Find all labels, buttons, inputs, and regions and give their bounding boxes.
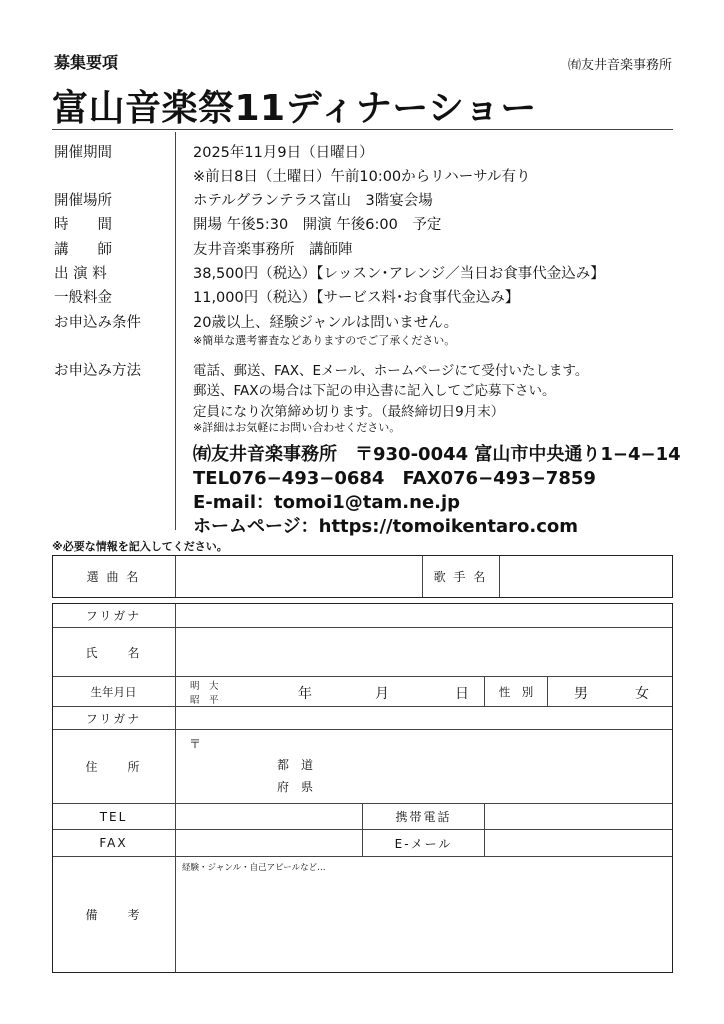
organizer-name: ㈲友井音楽事務所: [567, 58, 672, 73]
contact-address: ㈲友井音楽事務所 〒930-0044 富山市中央通り1−4−14: [193, 444, 681, 465]
era-option[interactable]: 昭 平: [190, 695, 219, 706]
detail-value: 友井音楽事務所 講師陣: [193, 242, 353, 258]
contact-email[interactable]: E-mail：tomoi1@tam.ne.jp: [193, 492, 461, 513]
detail-value: 20歳以上、経験ジャンルは問いません。: [193, 315, 459, 331]
detail-label: お申込み条件: [54, 315, 141, 331]
postal-mark: 〒: [189, 737, 202, 751]
fax-label: FAX: [99, 836, 128, 850]
detail-label: 開催期間: [54, 145, 112, 161]
tel-label: TEL: [99, 809, 128, 824]
event-title: 富山音楽祭11ディナーショー: [52, 88, 537, 129]
detail-value: 開場 午後5:30 開演 午後6:00 予定: [193, 217, 442, 233]
grid-line: [547, 677, 548, 706]
mobile-label: 携帯電話: [395, 810, 452, 824]
email-label: E-メール: [394, 836, 453, 851]
remarks-hint: 経験・ジャンル・自己アピールなど…: [182, 863, 326, 873]
detail-label: 時 間: [54, 217, 112, 233]
song-input[interactable]: [176, 556, 421, 597]
remarks-input[interactable]: [176, 876, 672, 972]
form-notice: ※必要な情報を記入してください。: [52, 540, 228, 553]
application-line: 郵送、FAXの場合は下記の申込書に記入してご応募下さい。: [193, 383, 556, 399]
prefecture-option: 府 県: [277, 780, 314, 794]
prefecture-option: 都 道: [277, 758, 314, 772]
title-rule: [52, 129, 673, 130]
detail-value: 38,500円（税込）【レッスン･アレンジ／当日お食事代金込み】: [193, 266, 605, 282]
singer-label: 歌 手 名: [433, 570, 488, 584]
application-note: ※詳細はお気軽にお問い合わせください。: [193, 421, 401, 434]
remarks-label: 備 考: [85, 908, 142, 922]
birthdate-label: 生年月日: [90, 684, 137, 699]
gender-male-option[interactable]: 男: [574, 686, 588, 702]
furigana-label: フリガナ: [85, 711, 142, 726]
month-label: 月: [375, 686, 389, 702]
furigana-input[interactable]: [176, 707, 672, 729]
email-input[interactable]: [485, 830, 672, 856]
name-input[interactable]: [176, 628, 672, 676]
song-label: 選 曲 名: [86, 570, 141, 584]
application-label: お申込み方法: [54, 363, 141, 379]
details-divider: [175, 132, 176, 530]
day-label: 日: [455, 686, 469, 702]
address-input[interactable]: [330, 730, 672, 803]
year-label: 年: [298, 686, 312, 702]
tel-input[interactable]: [176, 804, 362, 829]
furigana-input[interactable]: [176, 604, 672, 627]
singer-input[interactable]: [500, 556, 672, 597]
section-heading: 募集要項: [54, 53, 119, 72]
detail-label: 一般料金: [54, 290, 112, 306]
gender-label: 性 別: [498, 684, 534, 699]
application-line: 電話、郵送、FAX、Eメール、ホームページにて受付いたします。: [193, 363, 589, 379]
detail-value: ホテルグランテラス富山 3階宴会場: [193, 193, 433, 209]
fax-input[interactable]: [176, 830, 362, 856]
detail-value: 11,000円（税込）【サービス料･お食事代金込み】: [193, 290, 520, 306]
contact-phone-fax: TEL076−493−0684 FAX076−493−7859: [193, 468, 596, 489]
detail-label: 出 演 料: [54, 266, 107, 282]
detail-label: 開催場所: [54, 193, 112, 209]
application-line: 定員になり次第締め切ります。（最終締切日9月末）: [193, 404, 505, 420]
name-label: 氏 名: [85, 645, 142, 660]
gender-female-option[interactable]: 女: [635, 686, 649, 702]
address-label: 住 所: [85, 760, 142, 774]
detail-value: 2025年11月9日（日曜日）: [193, 145, 374, 161]
contact-homepage[interactable]: ホームページ：https://tomoikentaro.com: [193, 516, 579, 537]
mobile-input[interactable]: [485, 804, 672, 829]
detail-value: ※前日8日（土曜日）午前10:00からリハーサル有り: [193, 169, 531, 185]
furigana-label: フリガナ: [85, 609, 142, 623]
detail-label: 講 師: [54, 242, 112, 258]
era-option[interactable]: 明 大: [190, 681, 219, 692]
detail-note: ※簡単な選考審査などありますのでご了承ください。: [193, 334, 456, 347]
